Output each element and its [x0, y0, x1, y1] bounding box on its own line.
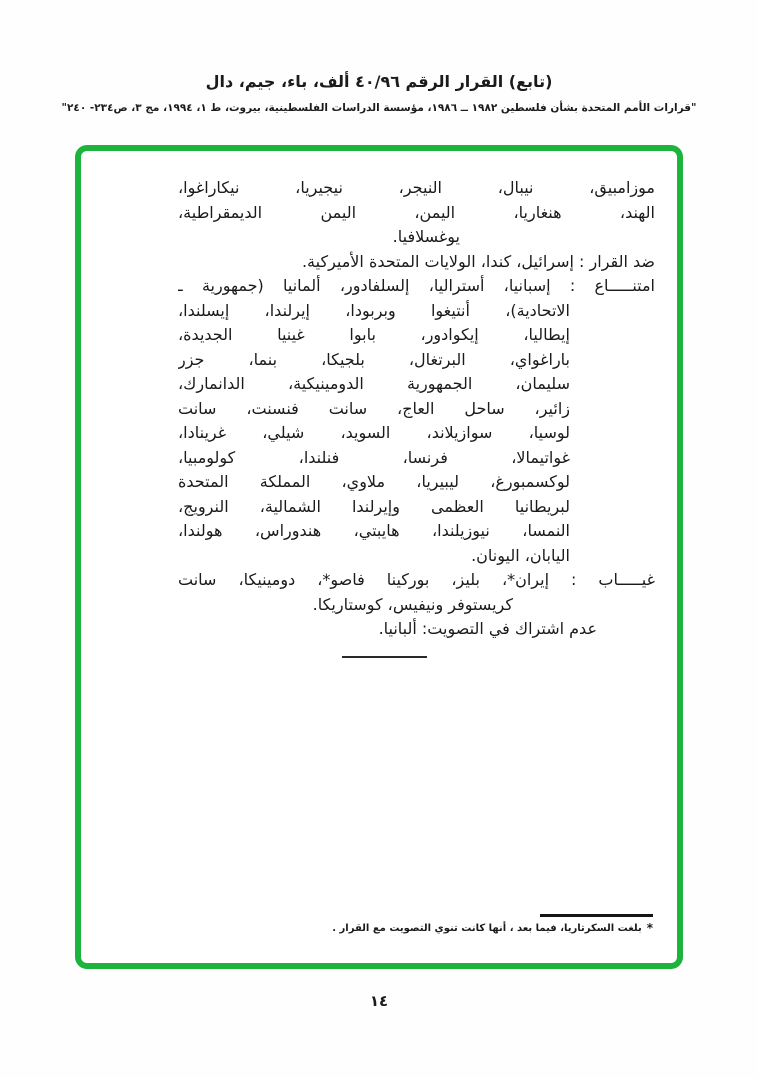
- voting-line: لوسيا، سوازيلاند، السويد، شيلي، غرينادا،: [178, 423, 570, 442]
- voting-line: النمسا، نيوزيلندا، هايبتي، هندوراس، هولندا،: [178, 521, 570, 540]
- voting-line: لوكسمبورغ، ليبيريا، ملاوي، المملكة المتحدة: [178, 472, 570, 491]
- page-title: (تابع) القرار الرقم ٤٠/٩٦ ألف، باء، جيم، دال: [205, 72, 553, 91]
- section-divider: [342, 656, 427, 658]
- voting-line: زائير، ساحل العاج، سانت فنسنت، سانت: [178, 398, 570, 418]
- green-border-box: [75, 145, 683, 969]
- voting-line-against: ضد القرار : إسرائيل، كندا، الولايات المتحدة الأميركية.: [301, 251, 655, 271]
- voting-line: لبريطانيا العظمى وإيرلندا الشمالية، النرويج،: [178, 496, 570, 516]
- voting-line: الاتحادية)، أنتيغوا وبربودا، إيرلندا، إيسلندا،: [178, 300, 570, 320]
- voting-line: باراغواي، البرتغال، بلجيكا، بنما، جزر: [178, 349, 570, 369]
- voting-line: سليمان، الجمهورية الدومينيكية، الدانمارك،: [178, 374, 570, 393]
- voting-line: اليابان، اليونان.: [471, 545, 570, 565]
- voting-line-abstain: امتنـــــاع : إسبانيا، أستراليا، إلسلفادور، ألمانيا (جمهورية ـ: [178, 276, 655, 295]
- voting-line-absent: غيـــــاب : إيران*، بليز، بوركينا فاصو*، دومينيكا، سانت: [178, 570, 655, 589]
- voting-line: كريستوفر ونيفيس، كوستاريكا.: [312, 594, 513, 614]
- voting-line: الهند، هنغاريا، اليمن، اليمن الديمقراطية،: [178, 202, 655, 222]
- footnote-separator: [540, 914, 653, 917]
- source-citation: "قرارات الأمم المتحدة بشأن فلسطين ١٩٨٢ ــ ١٩٨٦، مؤسسة الدراسات الفلسطينية، بيروت، ط ١، ١٩٩٤، مج ٣، ص٢٣٤- ٢٤٠": [61, 102, 697, 114]
- voting-line: غواتيمالا، فرنسا، فنلندا، كولومبيا،: [178, 447, 570, 467]
- voting-line: يوغسلافيا.: [392, 227, 460, 246]
- voting-record: [178, 176, 655, 642]
- page-number: ١٤: [369, 992, 389, 1010]
- voting-line: موزامبيق، نيبال، النيجر، نيجيريا، نيكاراغوا،: [178, 178, 655, 197]
- voting-line-nonparticipation: عدم اشتراك في التصويت: ألبانيا.: [378, 619, 597, 638]
- footnote-text: بلغت السكرتاريا، فيما بعد ، أنها كانت تنوي التصويت مع القرار .: [332, 923, 642, 934]
- footnote-marker: *: [646, 921, 653, 935]
- voting-line: إيطاليا، إيكوادور، بابوا غينيا الجديدة،: [178, 325, 570, 344]
- footnote: [332, 923, 653, 934]
